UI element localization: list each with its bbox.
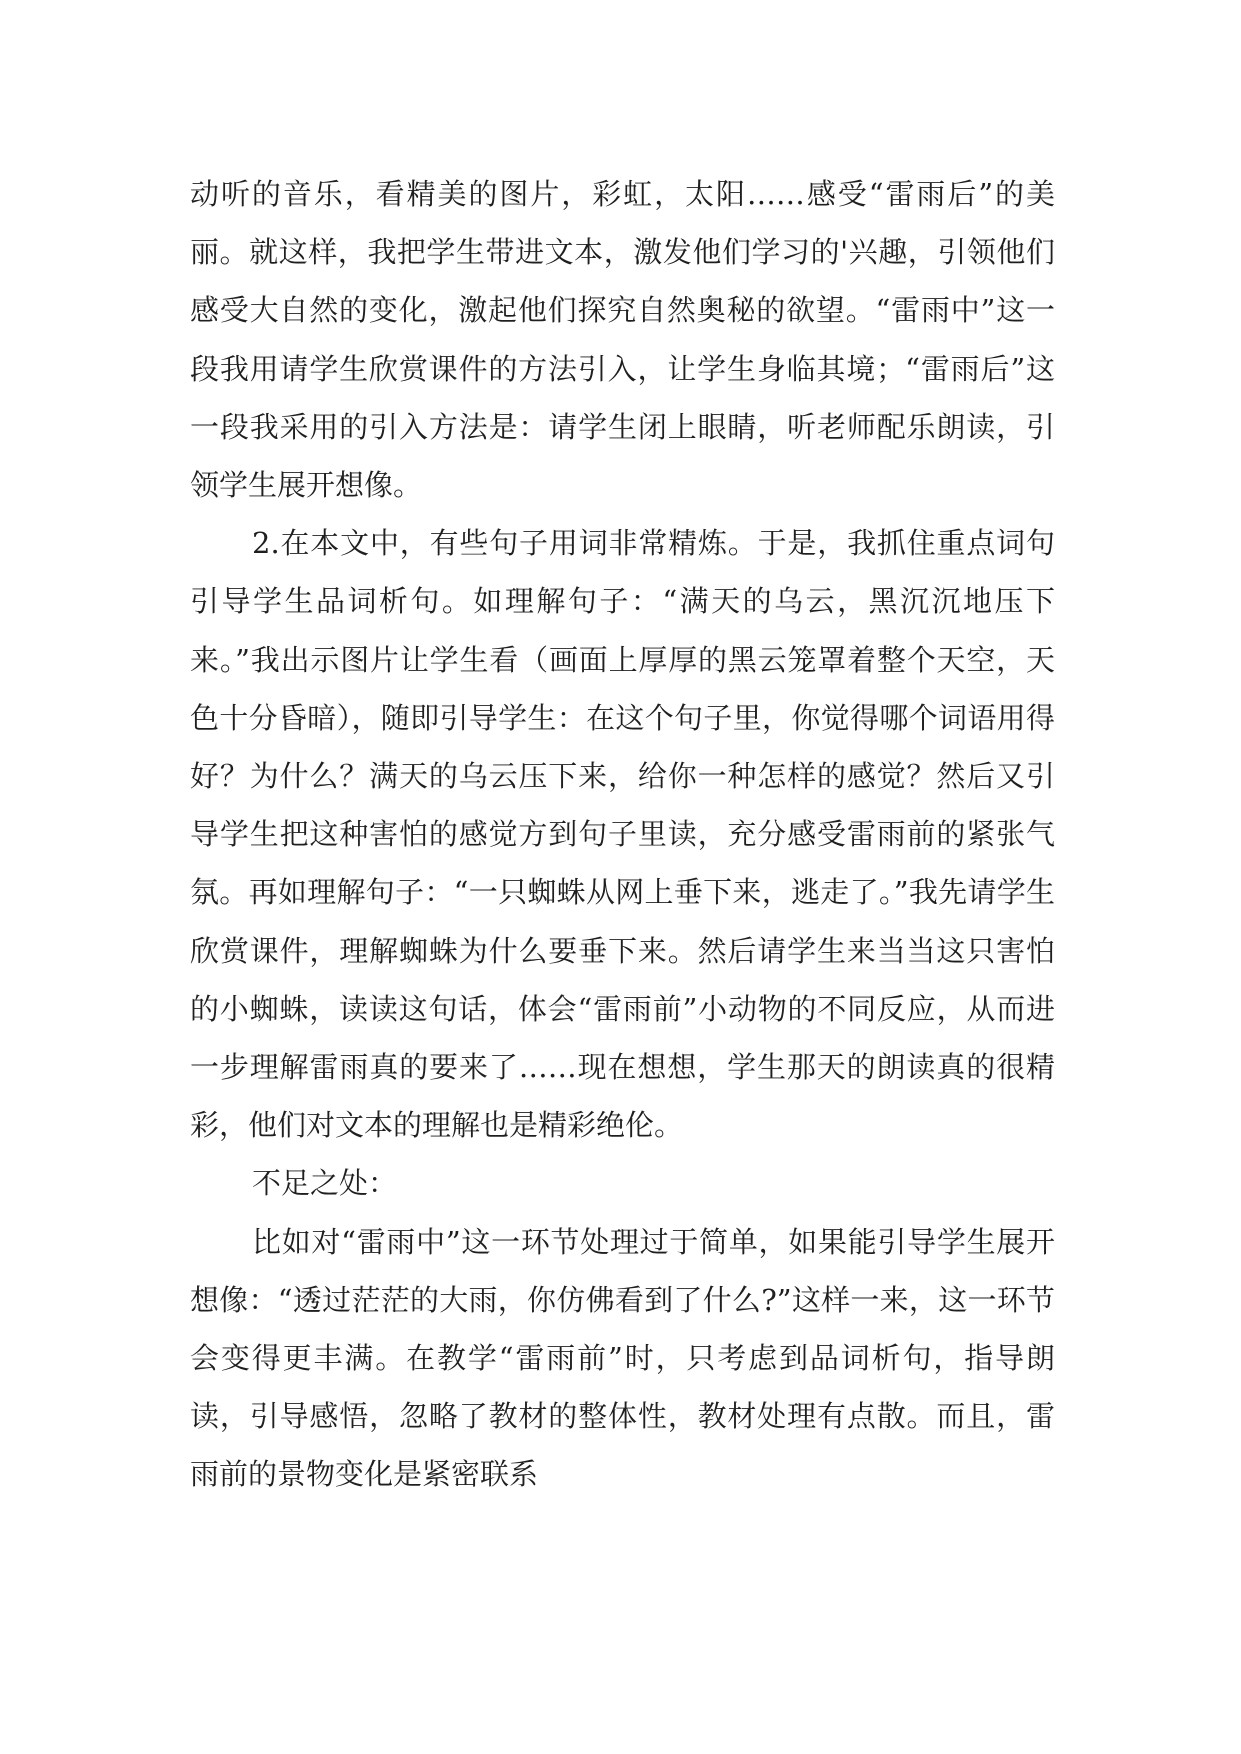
paragraph-continued-intro: 动听的音乐，看精美的图片，彩虹，太阳……感受“雷雨后”的美丽。就这样，我把学生带进文本，激发他们学习的'兴趣，引领他们感受大自然的变化，激起他们探究自然奥秘的欲望。“雷雨中”这一段我用请学生欣赏课件的方法引入，让学生身临其境；“雷雨后”这一段我采用的引入方法是：请学生闭上眼睛，听老师配乐朗读，引领学生展开想像。: [190, 177, 1055, 503]
section-heading-shortcomings: 不足之处：: [252, 1166, 398, 1201]
paragraph-shortcomings: 比如对“雷雨中”这一环节处理过于简单，如果能引导学生展开想像：“透过茫茫的大雨，你仿佛看到了什么?”这样一来，这一环节会变得更丰满。在教学“雷雨前”时，只考虑到品词析句，指导朗读，引导感悟，忽略了教材的整体性，教材处理有点散。而且，雷雨前的景物变化是紧密联系: [190, 1224, 1055, 1492]
paragraph-point-2: 2.在本文中，有些句子用词非常精炼。于是，我抓住重点词句引导学生品词析句。如理解句子：“满天的乌云，黑沉沉地压下来。”我出示图片让学生看（画面上厚厚的黑云笼罩着整个天空，天色十分昏暗），随即引导学生：在这个句子里，你觉得哪个词语用得好？为什么？满天的乌云压下来，给你一种怎样的感觉？然后又引导学生把这种害怕的感觉方到句子里读，充分感受雷雨前的紧张气氛。再如理解句子：“一只蜘蛛从网上垂下来，逃走了。”我先请学生欣赏课件，理解蜘蛛为什么要垂下来。然后请学生来当当这只害怕的小蜘蛛，读读这句话，体会“雷雨前”小动物的不同反应，从而进一步理解雷雨真的要来了……现在想想，学生那天的朗读真的很精彩，他们对文本的理解也是精彩绝伦。: [190, 526, 1055, 1143]
document-page: [190, 165, 1055, 1504]
